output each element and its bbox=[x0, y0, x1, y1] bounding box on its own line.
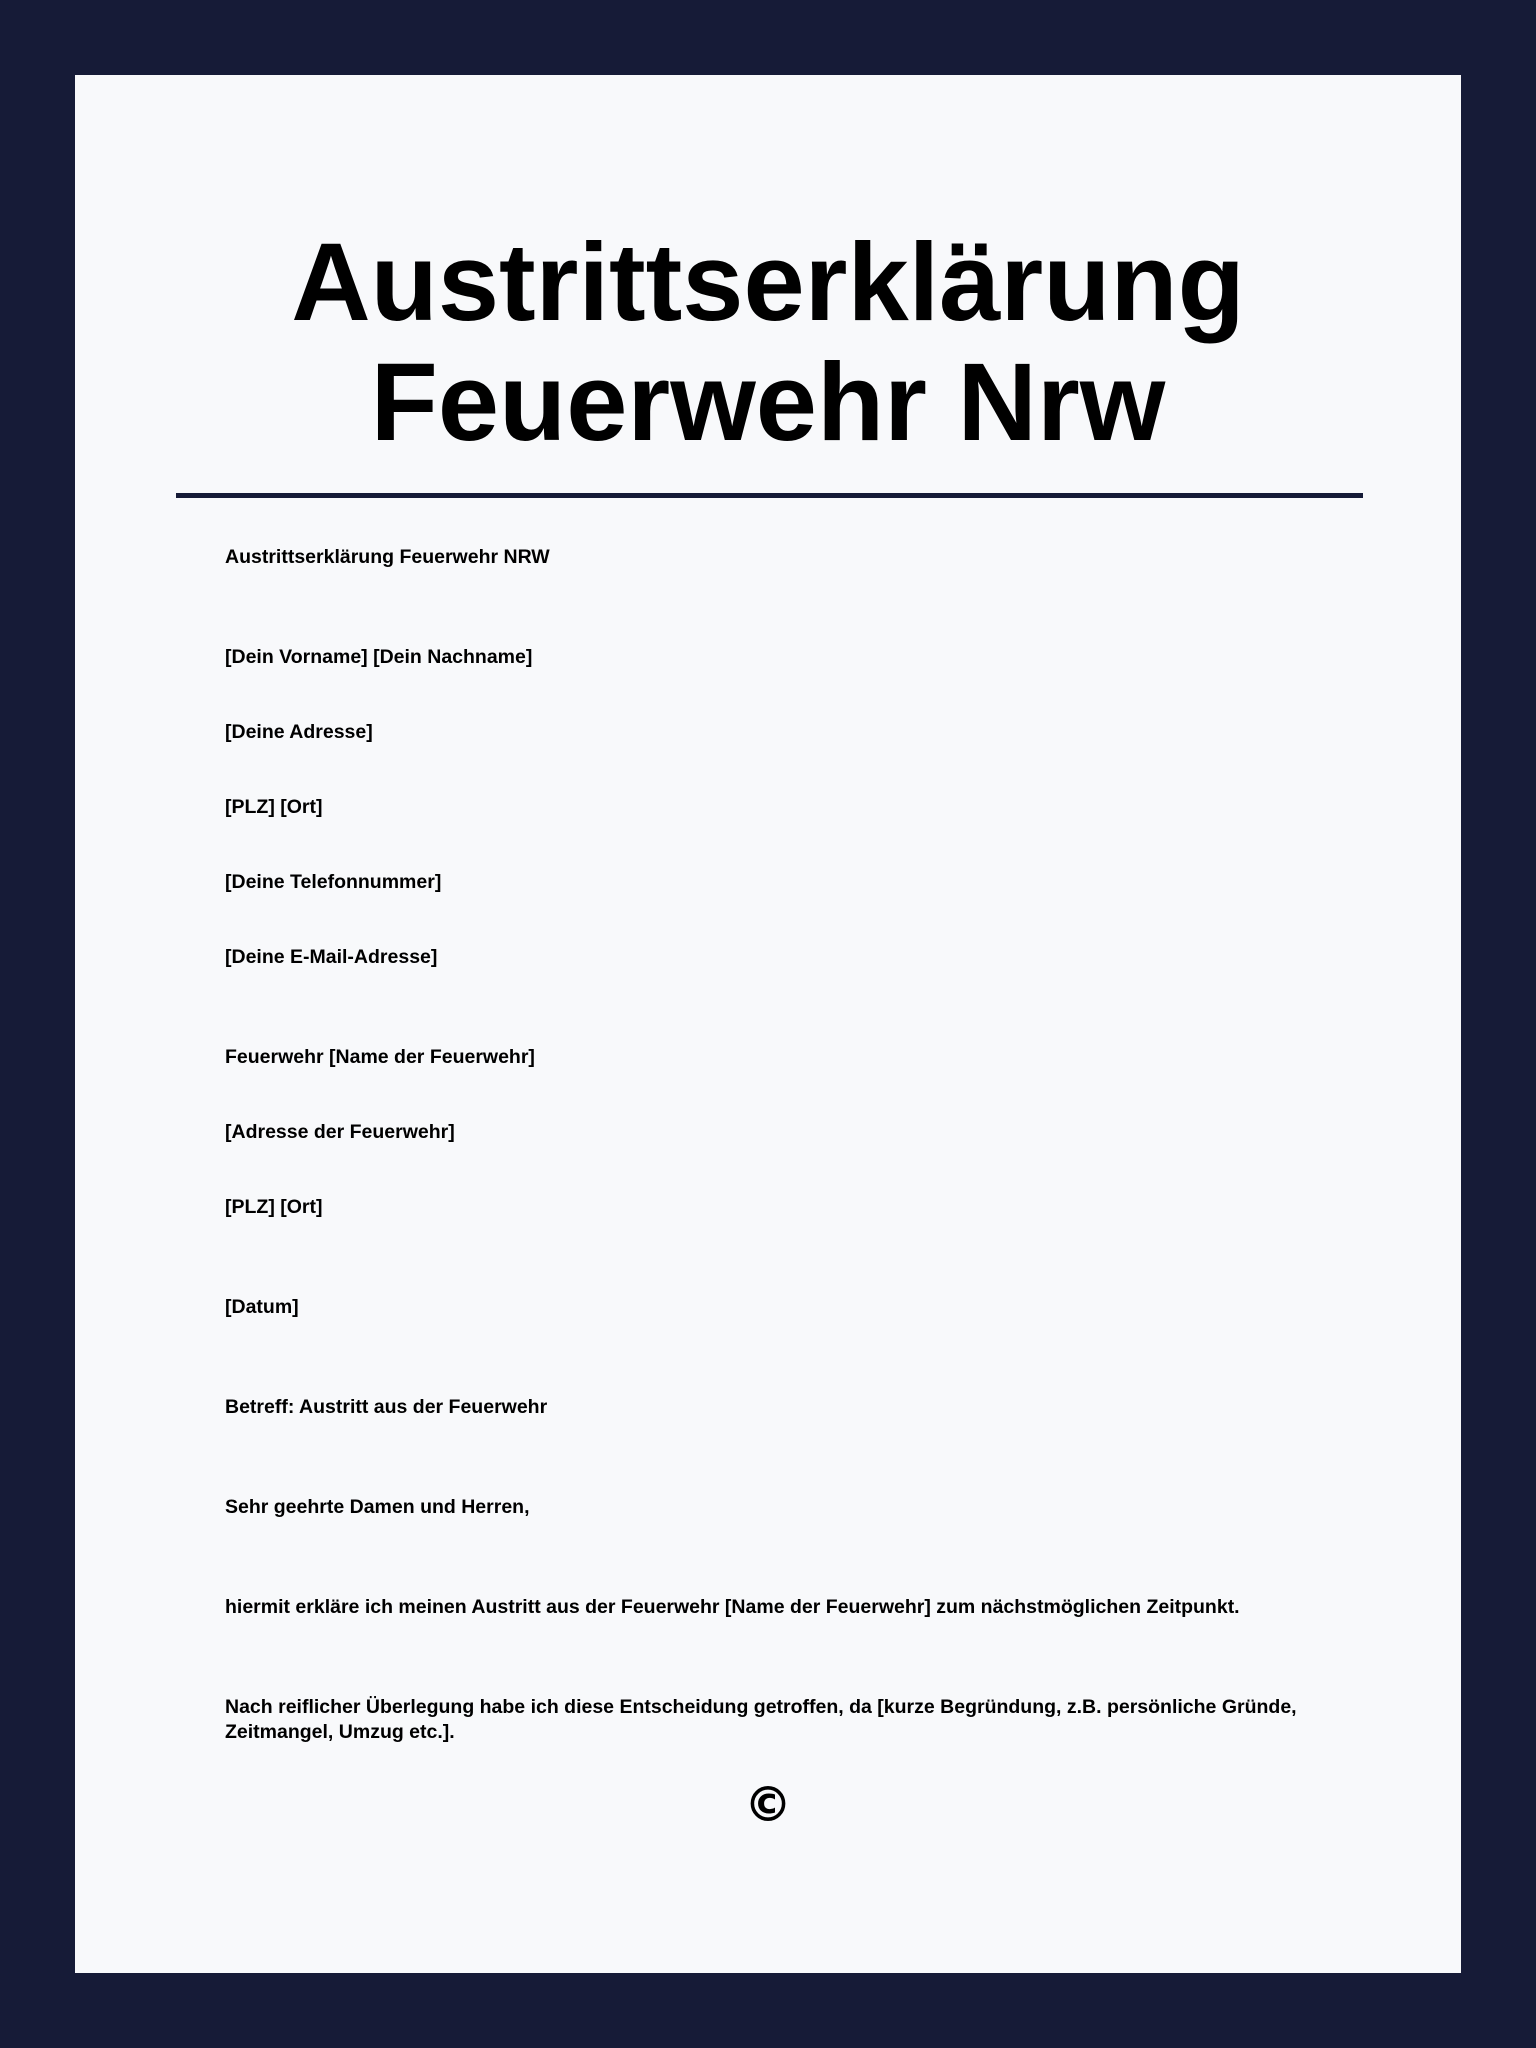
recipient-address: [Adresse der Feuerwehr] bbox=[225, 1121, 455, 1143]
document-title-line-2: Feuerwehr Nrw bbox=[370, 341, 1166, 464]
letter-salutation: Sehr geehrte Damen und Herren, bbox=[225, 1496, 530, 1518]
recipient-postcode-city: [PLZ] [Ort] bbox=[225, 1196, 323, 1218]
letter-heading: Austrittserklärung Feuerwehr NRW bbox=[225, 546, 550, 568]
document-title-line-1: Austrittserklärung bbox=[291, 221, 1245, 344]
title-divider bbox=[176, 493, 1363, 498]
document-page bbox=[75, 75, 1461, 1973]
copyright-icon: © bbox=[744, 1777, 792, 1833]
recipient-name: Feuerwehr [Name der Feuerwehr] bbox=[225, 1046, 535, 1068]
sender-address: [Deine Adresse] bbox=[225, 721, 373, 743]
sender-email: [Deine E-Mail-Adresse] bbox=[225, 946, 438, 968]
sender-name: [Dein Vorname] [Dein Nachname] bbox=[225, 646, 533, 668]
letter-paragraph-1: hiermit erkläre ich meinen Austritt aus der Feuerwehr [Name der Feuerwehr] zum nächstmöglichen Zeitpunkt. bbox=[225, 1596, 1240, 1618]
document-title bbox=[75, 223, 1461, 463]
sender-phone: [Deine Telefonnummer] bbox=[225, 871, 442, 893]
letter-paragraph-2: Nach reiflicher Überlegung habe ich diese Entscheidung getroffen, da [kurze Begründung, z.B. persönliche Gründe, Zeitmangel, Umzug etc.]. bbox=[225, 1696, 1297, 1743]
letter-date: [Datum] bbox=[225, 1296, 299, 1318]
sender-postcode-city: [PLZ] [Ort] bbox=[225, 796, 323, 818]
letter-subject: Betreff: Austritt aus der Feuerwehr bbox=[225, 1396, 548, 1418]
